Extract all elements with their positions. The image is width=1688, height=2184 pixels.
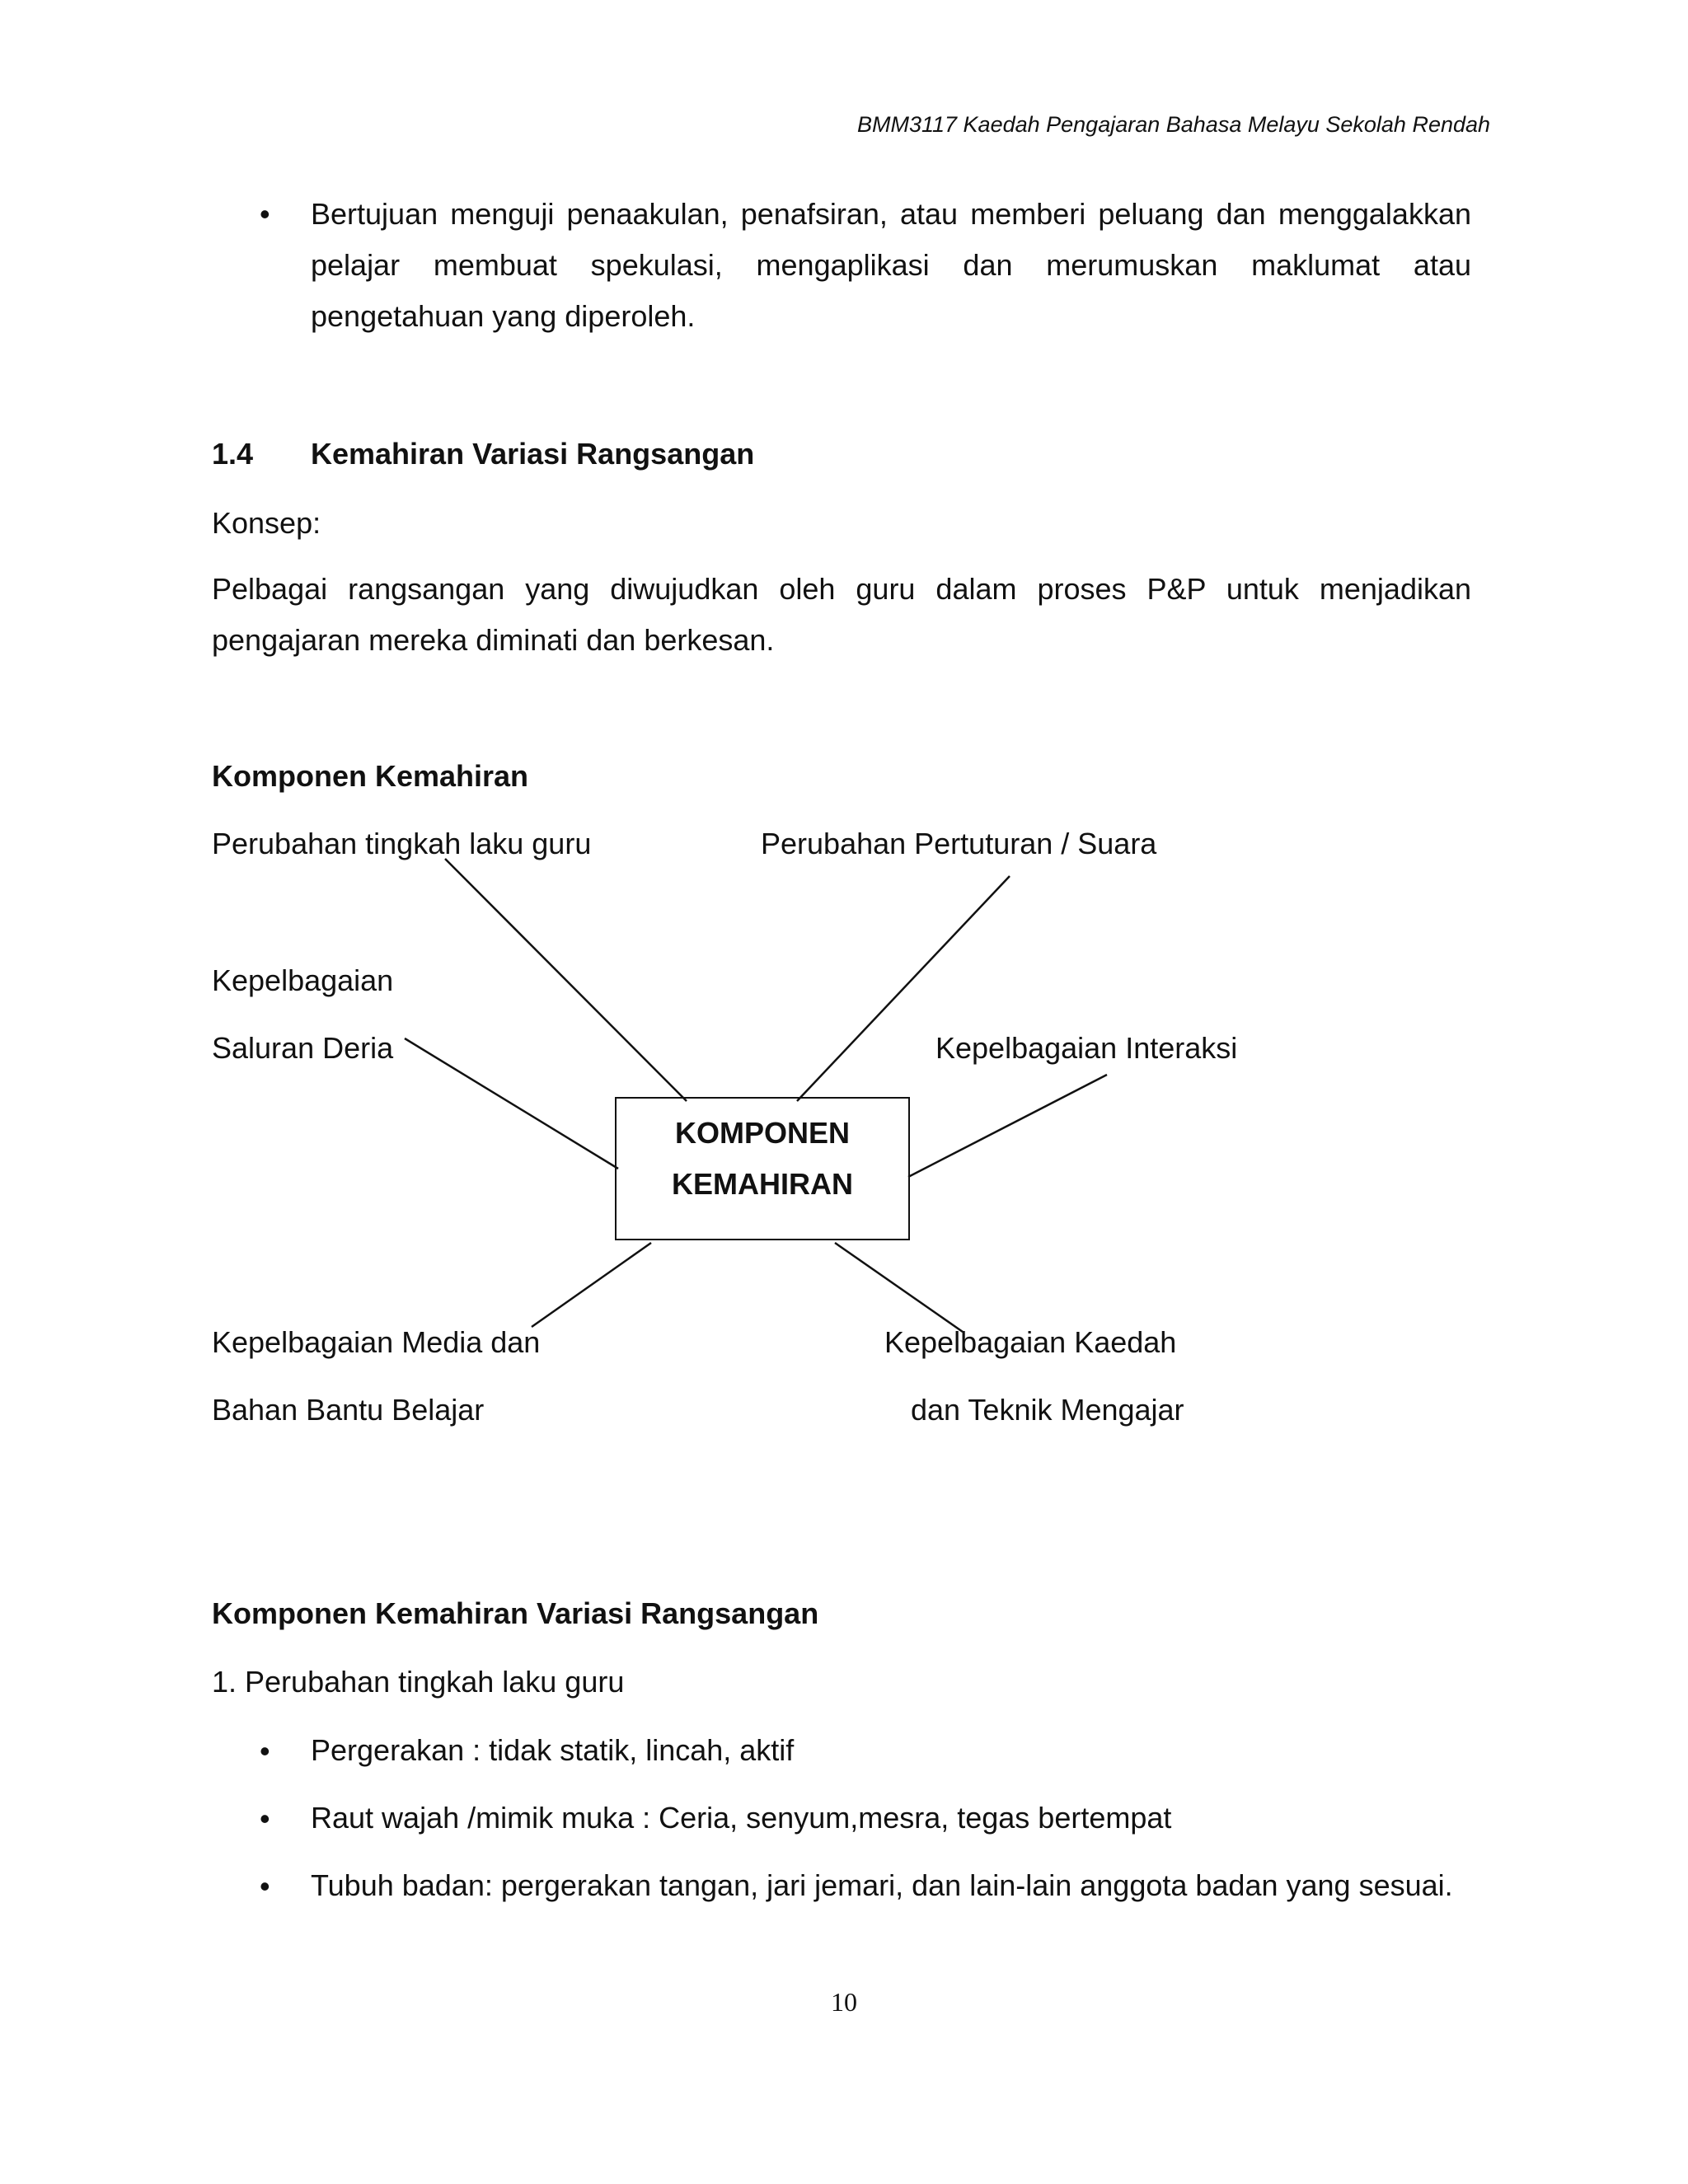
section-title: Kemahiran Variasi Rangsangan — [311, 437, 755, 471]
concept-text: Pelbagai rangsangan yang diwujudkan oleh guru dalam proses P&P untuk menjadikan pengajaran mereka diminati dan berkesan. — [212, 572, 1471, 657]
node-interaction: Kepelbagaian Interaksi — [935, 1031, 1238, 1065]
connector-interaction — [908, 1075, 1107, 1177]
node-behaviour: Perubahan tingkah laku guru — [212, 827, 592, 860]
connector-speech — [797, 876, 1010, 1101]
node-media-line2: Bahan Bantu Belajar — [212, 1393, 485, 1427]
connector-behaviour — [445, 859, 687, 1101]
sub-bullet-body: Tubuh badan: pergerakan tangan, jari jemari, dan lain-lain anggota badan yang sesuai. — [311, 1868, 1453, 1902]
node-method-line1: Kepelbagaian Kaedah — [884, 1325, 1177, 1359]
bullet-dot: • — [260, 197, 270, 231]
bullet-dot: • — [260, 1802, 270, 1835]
bullet-dot: • — [260, 1869, 270, 1903]
connector-senses — [405, 1038, 618, 1169]
node-senses-line1: Kepelbagaian — [212, 963, 394, 997]
node-media-line1: Kepelbagaian Media dan — [212, 1325, 541, 1359]
connector-media — [532, 1243, 651, 1327]
list-item-1: 1. Perubahan tingkah laku guru — [212, 1665, 625, 1699]
sub-bullet-movement: Pergerakan : tidak statik, lincah, aktif — [311, 1733, 795, 1767]
node-speech: Perubahan Pertuturan / Suara — [761, 827, 1157, 860]
connector-method — [835, 1243, 963, 1332]
intro-bullet-text: Bertujuan menguji penaakulan, penafsiran, atau memberi peluang dan menggalakkan pelajar membuat spekulasi, mengaplikasi dan merumuskan maklumat atau pengetahuan yang diperoleh. — [311, 197, 1471, 333]
sub-bullet-facial: Raut wajah /mimik muka : Ceria, senyum,mesra, tegas bertempat — [311, 1801, 1172, 1835]
center-label-line1: KOMPONEN — [674, 1116, 850, 1150]
page-number: 10 — [831, 1987, 857, 2017]
running-header: BMM3117 Kaedah Pengajaran Bahasa Melayu Sekolah Rendah — [857, 112, 1491, 137]
node-method-line2: dan Teknik Mengajar — [911, 1393, 1184, 1427]
concept-label: Konsep: — [212, 506, 321, 540]
node-senses-line2: Saluran Deria — [212, 1031, 394, 1065]
center-label-line2: KEMAHIRAN — [672, 1167, 853, 1201]
section-number: 1.4 — [212, 437, 254, 471]
components-detail-heading: Komponen Kemahiran Variasi Rangsangan — [212, 1596, 819, 1630]
bullet-dot: • — [260, 1734, 270, 1768]
components-heading: Komponen Kemahiran — [212, 759, 529, 793]
